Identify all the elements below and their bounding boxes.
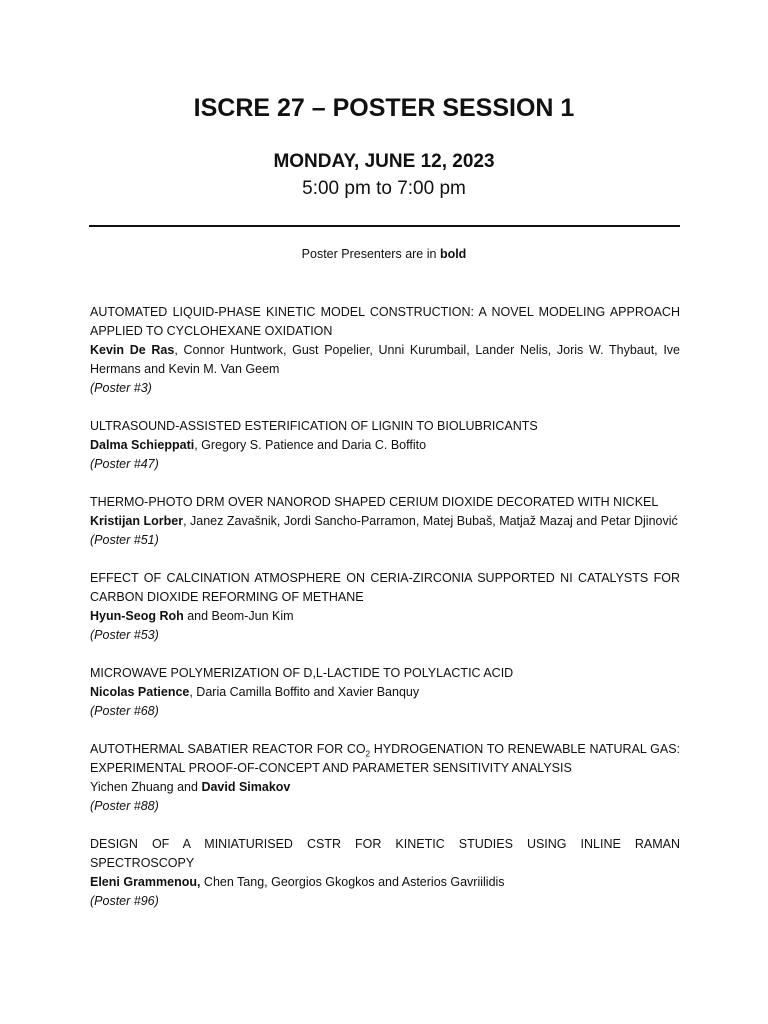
presenter-note-text: Poster Presenters are in — [301, 247, 440, 261]
poster-authors — [90, 512, 680, 531]
poster-authors — [90, 778, 680, 797]
header-divider — [89, 225, 680, 227]
presenter-note-bold: bold — [439, 247, 467, 261]
presenter-note — [0, 247, 768, 261]
poster-presenter: Kristijan Lorber — [90, 514, 184, 528]
poster-entry — [90, 740, 680, 816]
poster-title: MICROWAVE POLYMERIZATION OF D,L-LACTIDE TO POLYLACTIC ACID — [90, 666, 514, 680]
poster-title: EFFECT OF CALCINATION ATMOSPHERE ON CERIA-ZIRCONIA SUPPORTED NI CATALYSTS FOR CARBON DIOXIDE REFORMING OF METHANE — [90, 571, 680, 604]
poster-authors — [90, 341, 680, 379]
page-title: ISCRE 27 – POSTER SESSION 1 — [193, 94, 575, 122]
poster-authors — [90, 873, 680, 892]
poster-title-part: AUTOTHERMAL SABATIER REACTOR FOR CO — [90, 742, 366, 756]
poster-coauthors: , Gregory S. Patience and Daria C. Boffito — [194, 438, 427, 452]
poster-presenter: Dalma Schieppati — [90, 438, 195, 452]
poster-presenter: Eleni Grammenou, — [90, 875, 201, 889]
poster-title-part: HYDROGENATION TO RENEWABLE NATURAL GAS: EXPERIMENTAL PROOF-OF-CONCEPT AND PARAMETER SENSITIVITY ANALYSIS — [90, 742, 680, 775]
poster-number: (Poster #88) — [90, 799, 159, 813]
poster-presenter: Kevin De Ras — [90, 343, 175, 357]
poster-title-subscript: 2 — [365, 749, 371, 759]
poster-number: (Poster #96) — [90, 894, 159, 908]
session-date: MONDAY, JUNE 12, 2023 — [273, 151, 495, 172]
poster-number: (Poster #51) — [90, 533, 159, 547]
poster-coauthors: Yichen Zhuang and — [90, 780, 202, 794]
poster-coauthors: , Daria Camilla Boffito and Xavier Banquy — [189, 685, 420, 699]
poster-coauthors: , Janez Zavašnik, Jordi Sancho-Parramon, Matej Bubaš, Matjaž Mazaj and Petar Djinović — [183, 514, 678, 528]
poster-list — [90, 303, 680, 930]
poster-presenter: David Simakov — [201, 780, 291, 794]
poster-authors — [90, 683, 680, 702]
poster-presenter: Hyun-Seog Roh — [90, 609, 184, 623]
poster-entry — [90, 493, 680, 550]
poster-entry — [90, 417, 680, 474]
poster-entry — [90, 569, 680, 645]
poster-coauthors: and Beom-Jun Kim — [183, 609, 294, 623]
poster-authors — [90, 436, 680, 455]
session-time: 5:00 pm to 7:00 pm — [302, 178, 466, 199]
poster-title: ULTRASOUND-ASSISTED ESTERIFICATION OF LIGNIN TO BIOLUBRICANTS — [90, 419, 538, 433]
poster-authors — [90, 607, 680, 626]
poster-coauthors: Chen Tang, Georgios Gkogkos and Asterios Gavriilidis — [200, 875, 505, 889]
poster-entry — [90, 835, 680, 911]
poster-number: (Poster #53) — [90, 628, 159, 642]
poster-presenter: Nicolas Patience — [90, 685, 190, 699]
poster-title: THERMO-PHOTO DRM OVER NANOROD SHAPED CERIUM DIOXIDE DECORATED WITH NICKEL — [90, 495, 659, 509]
poster-number: (Poster #68) — [90, 704, 159, 718]
poster-coauthors: , Connor Huntwork, Gust Popelier, Unni Kurumbail, Lander Nelis, Joris W. Thybaut, Ive Hermans and Kevin M. Van Geem — [90, 343, 680, 376]
poster-title: AUTOMATED LIQUID-PHASE KINETIC MODEL CONSTRUCTION: A NOVEL MODELING APPROACH APPLIED TO CYCLOHEXANE OXIDATION — [90, 305, 680, 338]
poster-title — [90, 740, 680, 778]
poster-entry — [90, 664, 680, 721]
poster-number: (Poster #47) — [90, 457, 159, 471]
poster-entry — [90, 303, 680, 398]
poster-number: (Poster #3) — [90, 381, 152, 395]
poster-title: DESIGN OF A MINIATURISED CSTR FOR KINETIC STUDIES USING INLINE RAMAN SPECTROSCOPY — [90, 837, 680, 870]
